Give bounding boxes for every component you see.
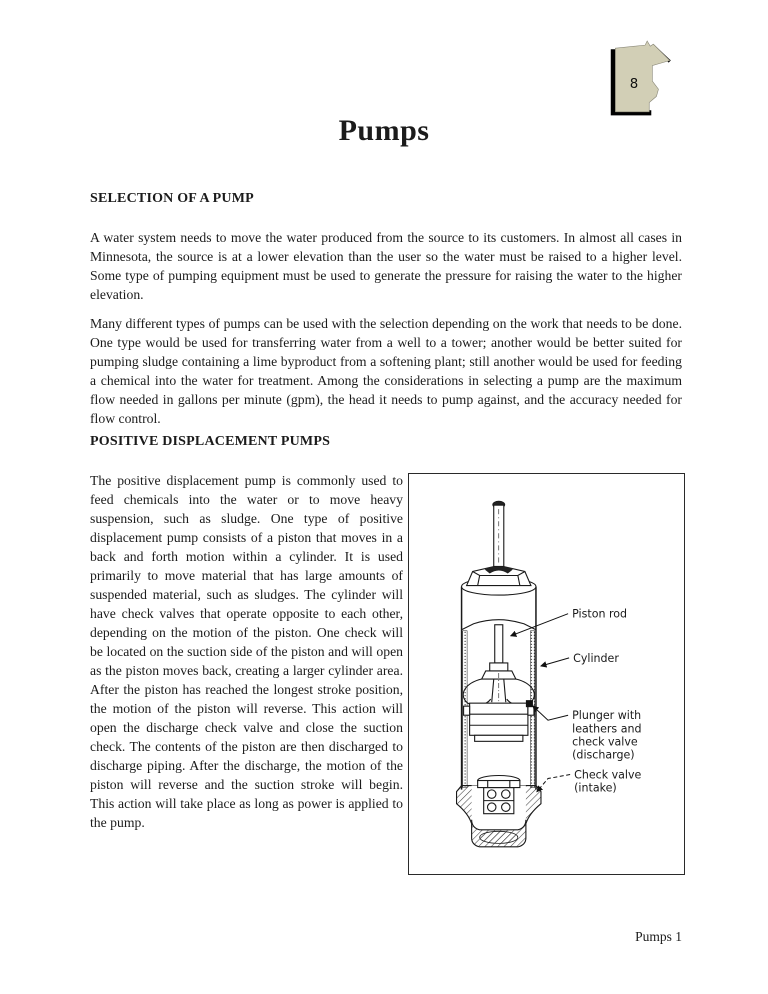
label-plunger-line4: (discharge) <box>572 748 635 762</box>
badge-number: 8 <box>629 77 639 93</box>
paragraph-water-system: A water system needs to move the water produced from the source to its customers. In almost all cases in Minnesota, the source is at a lower elevation than the user so the water must be raised to a higher level. Some type of pumping equipment must be used to generate the pressure for raising the water to the higher elevation. <box>90 230 682 302</box>
heading-selection-of-a-pump: SELECTION OF A PUMP <box>90 191 254 206</box>
pump-body <box>457 501 541 847</box>
minnesota-state-shape <box>606 40 674 120</box>
page-footer-label: Pumps 1 <box>635 929 682 944</box>
paragraph-pump-types: Many different types of pumps can be used with the selection depending on the work that needs to be done. One type would be used for transferring water from a well to a tower; another would be better suited for pumping sludge containing a lime byproduct from a softening plant; still another would be used for feeding a chemical into the water for treatment. Among the considerations in selecting a pump are the maximum flow needed in gallons per minute (gpm), the head it needs to pump against, and the accuracy needed for flow control. <box>90 316 682 426</box>
pump-cutaway-drawing <box>409 474 684 874</box>
heading-positive-displacement-pumps: POSITIVE DISPLACEMENT PUMPS <box>90 434 331 449</box>
label-plunger-line2: leathers and <box>572 722 642 736</box>
label-plunger-line1: Plunger with <box>572 709 642 723</box>
pump-figure <box>408 473 685 875</box>
label-check-valve-line2: (intake) <box>574 781 617 795</box>
figure-callouts <box>572 608 641 795</box>
label-cylinder: Cylinder <box>573 651 619 665</box>
label-piston-rod: Piston rod <box>572 607 628 621</box>
label-plunger-line3: check valve <box>572 735 638 749</box>
page-title: Pumps <box>338 114 430 147</box>
paragraph-positive-displacement: The positive displacement pump is commonly used to feed chemicals into the water or to move heavy suspension, such as sludge. One type of positive displacement pump consists of a piston that moves in a back and forth motion within a cylinder. It is used primarily to move material that has large amounts of suspended material, such as sludges. The cylinder will have check valves that operate opposite to each other, depending on the motion of the piston. One check will be located on the suction side of the piston and will open as the piston moves back, creating a larger cylinder area. After the piston has reached the longest stroke position, the motion of the piston will reverse. This action will open the discharge check valve and close the suction check. The contents of the piston are then discharged to discharge piping. After the discharge, the motion of the piston will reverse and the suction stroke will begin. This action will take place as long as power is applied to the pump. <box>90 473 403 830</box>
minnesota-state-icon <box>606 40 674 120</box>
label-check-valve-line1: Check valve <box>574 768 642 782</box>
